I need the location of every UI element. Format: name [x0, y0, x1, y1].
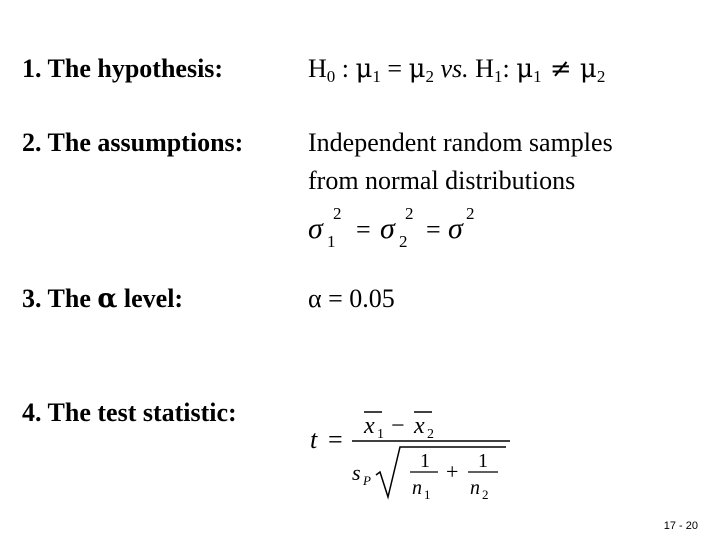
alpha-value: α = 0.05 [308, 284, 395, 313]
sigma-superscript: 2 [466, 204, 475, 223]
h1-subscript: 1 [493, 67, 503, 86]
sigma1-subscript: 1 [327, 232, 336, 250]
mu2-symbol: μ [408, 54, 426, 84]
page-number: 17 - 20 [663, 520, 698, 532]
mu2b-subscript: 2 [596, 67, 606, 86]
mu1-symbol: μ [355, 54, 373, 84]
sigma-equals-2: = [426, 215, 441, 244]
x1-symbol: x [364, 413, 375, 439]
h0-subscript: 0 [326, 67, 336, 86]
assumptions-line-1: Independent random samples [308, 128, 613, 157]
t-symbol: t [310, 425, 318, 454]
sigma1-superscript: 2 [333, 204, 342, 223]
one-numerator-1: 1 [420, 450, 430, 472]
h1-colon: : [502, 54, 517, 83]
n2-subscript: 2 [482, 487, 489, 502]
t-equals: = [328, 425, 343, 454]
mu1b-symbol: μ [516, 54, 534, 84]
sp-symbol: s [352, 460, 361, 485]
assumptions-label: 2. The assumptions: [22, 128, 244, 157]
alpha-level-label [22, 284, 183, 314]
sigma1-symbol: σ [308, 212, 323, 245]
hypothesis-statement [308, 54, 605, 84]
sigma2-subscript: 2 [399, 232, 408, 250]
not-equal-sign: ≠ [541, 54, 580, 84]
equals-sign: = [380, 54, 409, 83]
n1-symbol: n [412, 477, 422, 499]
mu1-subscript: 1 [372, 67, 381, 86]
h1-symbol: H [468, 54, 494, 83]
n2-symbol: n [470, 477, 480, 499]
mu2-subscript: 2 [425, 67, 434, 86]
sp-subscript: P [363, 473, 371, 488]
hypothesis-label: 1. The hypothesis: [22, 54, 224, 83]
h0-colon: : [335, 54, 350, 83]
x1-subscript: 1 [377, 427, 384, 442]
sigma-equals-1: = [356, 215, 371, 244]
n1-subscript: 1 [424, 487, 431, 502]
vs-text: vs. [434, 54, 469, 83]
alpha-label-suffix: level: [117, 284, 184, 313]
alpha-symbol: α [97, 284, 118, 314]
test-statistic-label: 4. The test statistic: [22, 398, 237, 427]
numerator-minus: − [391, 413, 405, 439]
variance-equality-formula [304, 200, 504, 250]
assumptions-line-2: from normal distributions [308, 166, 576, 195]
x2-subscript: 2 [427, 427, 434, 442]
sigma-symbol: σ [448, 212, 463, 245]
mu2b-symbol: μ [579, 54, 597, 84]
sigma2-symbol: σ [380, 212, 395, 245]
h0-symbol: H [308, 54, 327, 83]
t-statistic-formula [300, 405, 520, 505]
sigma2-superscript: 2 [405, 204, 414, 223]
one-numerator-2: 1 [478, 450, 488, 472]
denominator-plus: + [446, 459, 459, 484]
alpha-label-prefix: 3. The [22, 284, 98, 313]
mu1b-subscript: 1 [533, 67, 542, 86]
x2-symbol: x [414, 413, 425, 439]
